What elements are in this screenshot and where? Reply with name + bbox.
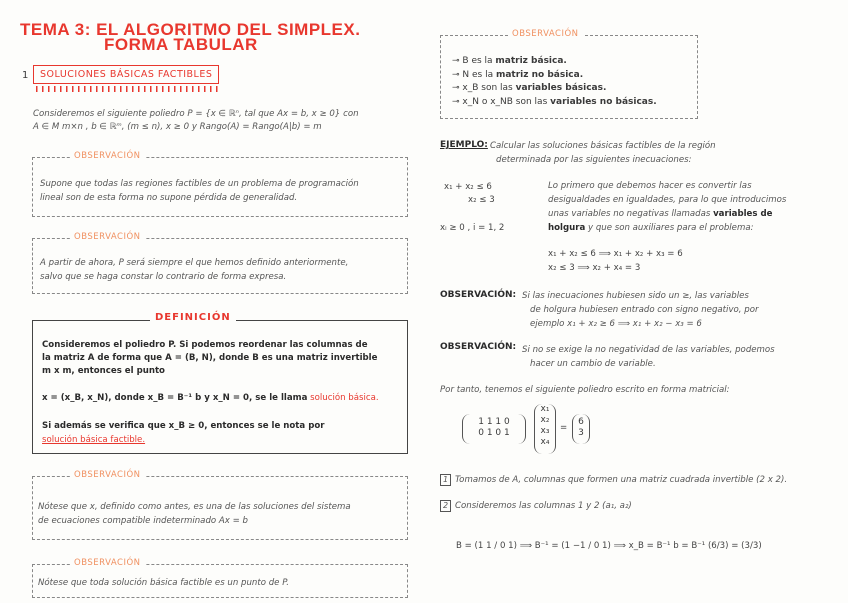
def-line5: Si además se verifica que x_B ≥ 0, entonces se le nota por bbox=[42, 421, 325, 431]
def-formula bbox=[42, 392, 402, 404]
def-line6 bbox=[42, 434, 402, 446]
observation-label-6: OBSERVACIÓN: bbox=[440, 342, 517, 352]
intro-text-1: Consideremos el siguiente poliedro P = {x ∈ ℝⁿ, tal que Ax = b, x ≥ 0} con bbox=[33, 109, 359, 119]
therefore-text: Por tanto, tenemos el siguiente poliedro escrito en forma matricial: bbox=[440, 385, 730, 395]
observation-tag-2: OBSERVACIÓN bbox=[70, 232, 145, 242]
def-basic-solution: solución básica. bbox=[310, 393, 379, 403]
final-formula: B = (1 1 / 0 1) ⟹ B⁻¹ = (1 −1 / 0 1) ⟹ x_B = B⁻¹ b = B⁻¹ (6/3) = (3/3) bbox=[456, 541, 762, 551]
obs5-line1: Si las inecuaciones hubiesen sido un ≥, las variables bbox=[522, 291, 749, 301]
vector-x bbox=[534, 404, 556, 454]
example-text-1: Calcular las soluciones básicas factibles de la región bbox=[490, 141, 716, 151]
obs6-line2: hacer un cambio de variable. bbox=[530, 359, 656, 369]
obs5-line2: de holgura hubiesen entrado con signo negativo, por bbox=[530, 305, 759, 315]
example-explain-1: Lo primero que debemos hacer es convertir las bbox=[548, 181, 752, 191]
conversion-2: x₂ ≤ 3 ⟹ x₂ + x₄ = 3 bbox=[548, 263, 641, 273]
conversion-1: x₁ + x₂ ≤ 6 ⟹ x₁ + x₂ + x₃ = 6 bbox=[548, 249, 683, 259]
example-explain-3: unas variables no negativas llamadas variables de bbox=[548, 209, 773, 219]
def-line2: la matriz A de forma que A = (B, N), donde B es una matriz invertible bbox=[42, 353, 378, 363]
inequality-3: xᵢ ≥ 0 , i = 1, 2 bbox=[440, 223, 505, 233]
observation-tag-right: OBSERVACIÓN bbox=[508, 29, 583, 39]
def-line1: Consideremos el poliedro P. Si podemos reordenar las columnas de bbox=[42, 340, 368, 350]
example-explain-4: holgura y que son auxiliares para el problema: bbox=[548, 223, 754, 233]
definition-tag: DEFINICIÓN bbox=[150, 312, 236, 323]
observation-tag-1: OBSERVACIÓN bbox=[70, 151, 145, 161]
step-number: 1 bbox=[440, 474, 451, 486]
example-label: EJEMPLO: bbox=[440, 140, 488, 150]
obs5-line3: ejemplo x₁ + x₂ ≥ 6 ⟹ x₁ + x₂ − x₃ = 6 bbox=[530, 319, 702, 329]
def-line3: m x m, entonces el punto bbox=[42, 366, 165, 376]
vector-entry: x₃ bbox=[540, 426, 550, 436]
inequality-1: x₁ + x₂ ≤ 6 bbox=[444, 182, 492, 192]
vector-b bbox=[572, 414, 590, 444]
matrix-row: 1 1 1 0 bbox=[478, 417, 510, 427]
bullet-item: ⊸ x_B son las variables básicas. bbox=[452, 83, 607, 93]
inequality-2: x₂ ≤ 3 bbox=[468, 195, 495, 205]
section-title: SOLUCIONES BÁSICAS FACTIBLES bbox=[33, 65, 219, 84]
example-explain-2: desigualdades en igualdades, para lo que introducimos bbox=[548, 195, 787, 205]
obs3-line2: de ecuaciones compatible indeterminado Ax = b bbox=[38, 516, 248, 526]
def-formula-text: x = (x_B, x_N), donde x_B = B⁻¹ b y x_N = 0, se le llama bbox=[42, 393, 308, 403]
example-text-2: determinada por las siguientes inecuaciones: bbox=[496, 155, 692, 165]
step-1: 1 Tomamos de A, columnas que formen una matriz cuadrada invertible (2 x 2). bbox=[440, 474, 840, 486]
matrix-A bbox=[462, 414, 526, 444]
step-number: 2 bbox=[440, 500, 451, 512]
observation-label-5: OBSERVACIÓN: bbox=[440, 290, 517, 300]
bullet-item: ⊸ N es la matriz no básica. bbox=[452, 69, 584, 80]
obs4-line1: Nótese que toda solución básica factible es un punto de P. bbox=[38, 578, 289, 588]
obs3-line1: Nótese que x, definido como antes, es una de las soluciones del sistema bbox=[38, 502, 351, 512]
intro-text-2: A ∈ M m×n , b ∈ ℝᵐ, (m ≤ n), x ≥ 0 y Rango(A) = Rango(A|b) = m bbox=[33, 122, 322, 132]
bullet-item: ⊸ B es la matriz básica. bbox=[452, 56, 567, 66]
page-title: TEMA 3: EL ALGORITMO DEL SIMPLEX. bbox=[20, 20, 361, 39]
step-2: 2 Consideremos las columnas 1 y 2 (a₁, a₂) bbox=[440, 500, 840, 512]
bullet-item: ⊸ x_N o x_NB son las variables no básicas. bbox=[452, 96, 657, 107]
matrix-definitions-list bbox=[452, 55, 692, 109]
vector-entry: x₁ bbox=[540, 404, 550, 414]
vector-entry: 6 bbox=[578, 417, 584, 427]
observation-tag-3: OBSERVACIÓN bbox=[70, 470, 145, 480]
obs2-line2: salvo que se haga constar lo contrario de forma expresa. bbox=[40, 272, 287, 282]
equals-sign: = bbox=[560, 423, 568, 433]
vector-entry: x₄ bbox=[540, 437, 550, 447]
obs1-line1: Supone que todas las regiones factibles de un problema de programación bbox=[40, 179, 359, 189]
section-number: 1 bbox=[22, 70, 29, 81]
section-title-hatch bbox=[36, 86, 220, 92]
vector-entry: x₂ bbox=[540, 415, 550, 425]
vector-entry: 3 bbox=[578, 428, 584, 438]
matrix-row: 0 1 0 1 bbox=[478, 428, 510, 438]
obs1-line2: lineal son de esta forma no supone pérdida de generalidad. bbox=[40, 193, 298, 203]
obs6-line1: Si no se exige la no negatividad de las variables, podemos bbox=[522, 345, 775, 355]
page-title-line2: FORMA TABULAR bbox=[104, 35, 258, 54]
def-basic-feasible-solution: solución básica factible. bbox=[42, 435, 146, 445]
observation-tag-4: OBSERVACIÓN bbox=[70, 558, 145, 568]
obs2-line1: A partir de ahora, P será siempre el que hemos definido anteriormente, bbox=[40, 258, 349, 268]
